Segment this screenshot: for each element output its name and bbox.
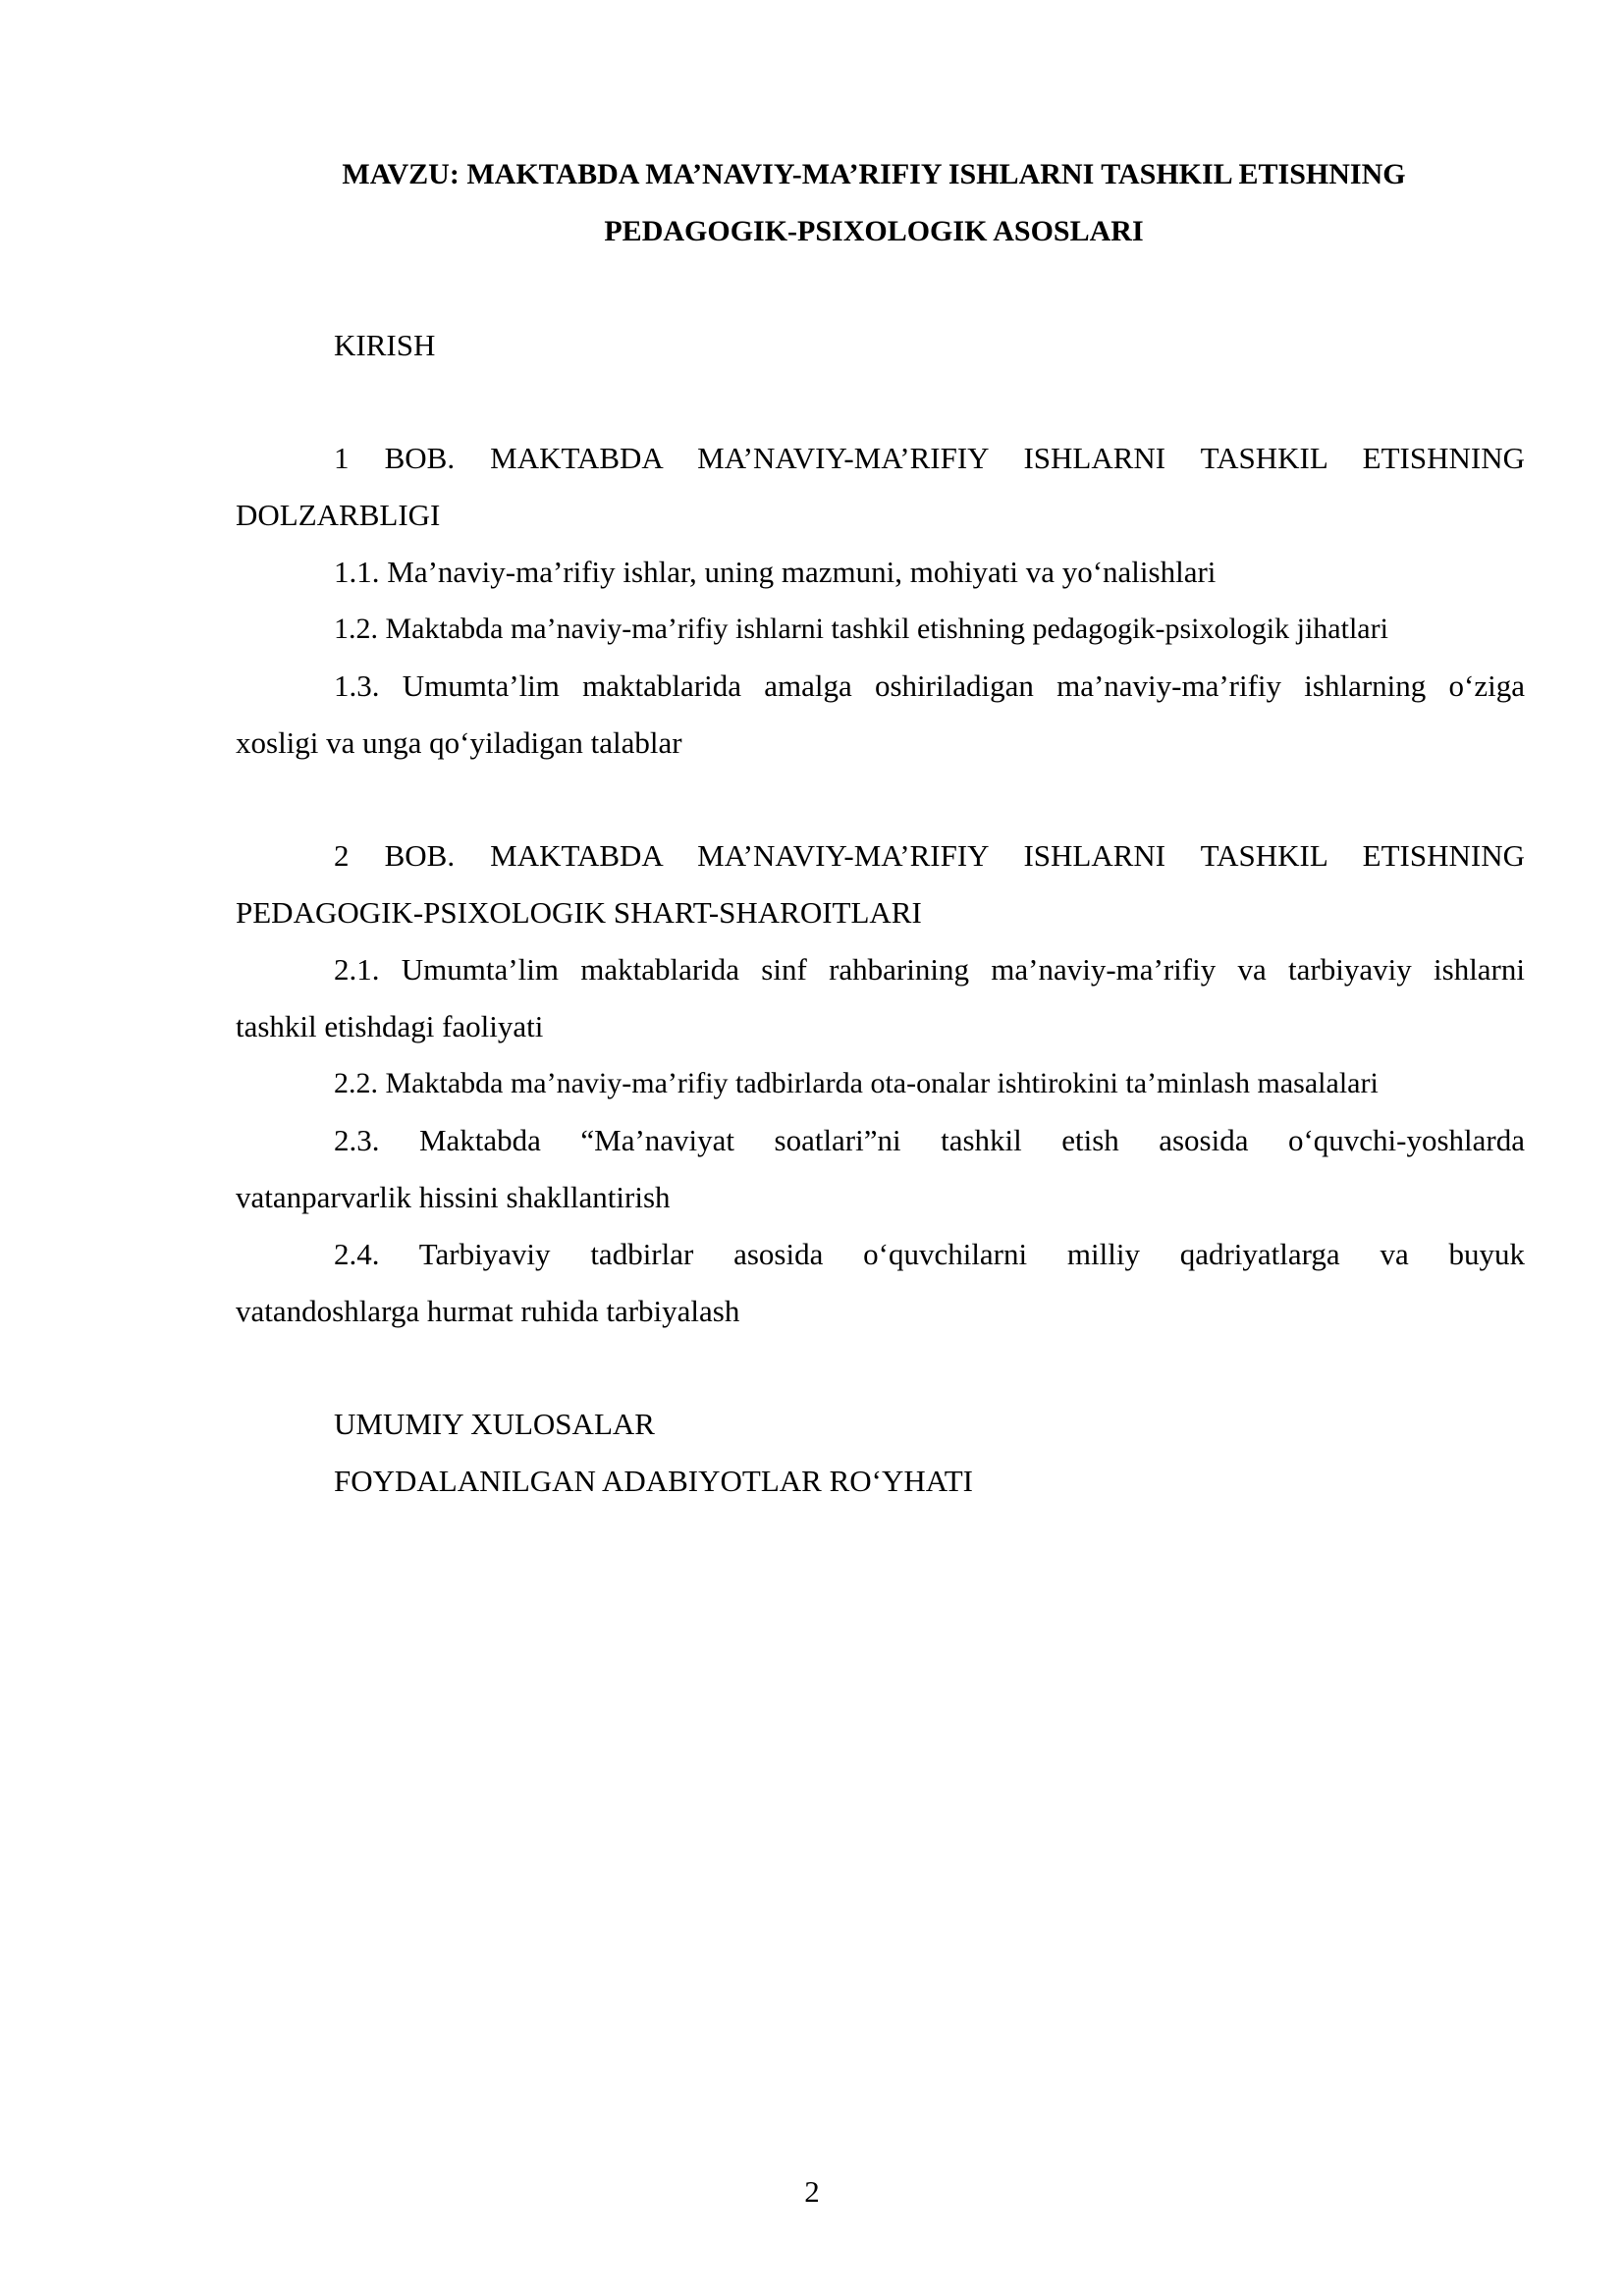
chapter-2-heading-line-2: PEDAGOGIK-PSIXOLOGIK SHART-SHAROITLARI	[236, 895, 922, 930]
toc-item-2-2: 2.2. Maktabda ma’naviy-ma’rifiy tadbirlarda ota-onalar ishtirokini ta’minlash masalalari	[334, 1067, 1379, 1099]
chapter-1-heading-line-2: DOLZARBLIGI	[236, 498, 441, 532]
toc-introduction: KIRISH	[334, 328, 436, 362]
toc-item-2-3-line-1: 2.3. Maktabda “Ma’naviyat soatlari”ni tashkil etish asosida o‘quvchi-yoshlarda	[334, 1123, 1525, 1157]
toc-item-2-1-line-2: tashkil etishdagi faoliyati	[236, 1009, 544, 1043]
toc-item-2-4-line-2: vatandoshlarga hurmat ruhida tarbiyalash	[236, 1294, 740, 1328]
toc-item-1-3-line-1: 1.3. Umumta’lim maktablarida amalga oshiriladigan ma’naviy-ma’rifiy ishlarning o‘ziga	[334, 668, 1525, 703]
toc-item-1-1: 1.1. Ma’naviy-ma’rifiy ishlar, uning mazmuni, mohiyati va yo‘nalishlari	[334, 555, 1217, 589]
toc-item-2-1-line-1: 2.1. Umumta’lim maktablarida sinf rahbarining ma’naviy-ma’rifiy va tarbiyaviy ishlarni	[334, 952, 1525, 987]
toc-item-1-2: 1.2. Maktabda ma’naviy-ma’rifiy ishlarni tashkil etishning pedagogik-psixologik jihatlari	[334, 613, 1388, 645]
toc-references: FOYDALANILGAN ADABIYOTLAR RO‘YHATI	[334, 1464, 973, 1498]
page-number: 2	[804, 2174, 820, 2209]
toc-conclusion: UMUMIY XULOSALAR	[334, 1407, 655, 1441]
document-title-line-2: PEDAGOGIK-PSIXOLOGIK ASOSLARI	[604, 215, 1144, 247]
chapter-1-heading-line-1: 1 BOB. MAKTABDA MA’NAVIY-MA’RIFIY ISHLARNI TASHKIL ETISHNING	[334, 441, 1525, 475]
toc-item-1-3-line-2: xosligi va unga qo‘yiladigan talablar	[236, 725, 682, 760]
document-title-line-1: MAVZU: MAKTABDA MA’NAVIY-MA’RIFIY ISHLARNI TASHKIL ETISHNING	[342, 158, 1406, 190]
toc-item-2-4-line-1: 2.4. Tarbiyaviy tadbirlar asosida o‘quvchilarni milliy qadriyatlarga va buyuk	[334, 1237, 1525, 1271]
toc-item-2-3-line-2: vatanparvarlik hissini shakllantirish	[236, 1180, 671, 1214]
chapter-2-heading-line-1: 2 BOB. MAKTABDA MA’NAVIY-MA’RIFIY ISHLARNI TASHKIL ETISHNING	[334, 838, 1525, 873]
